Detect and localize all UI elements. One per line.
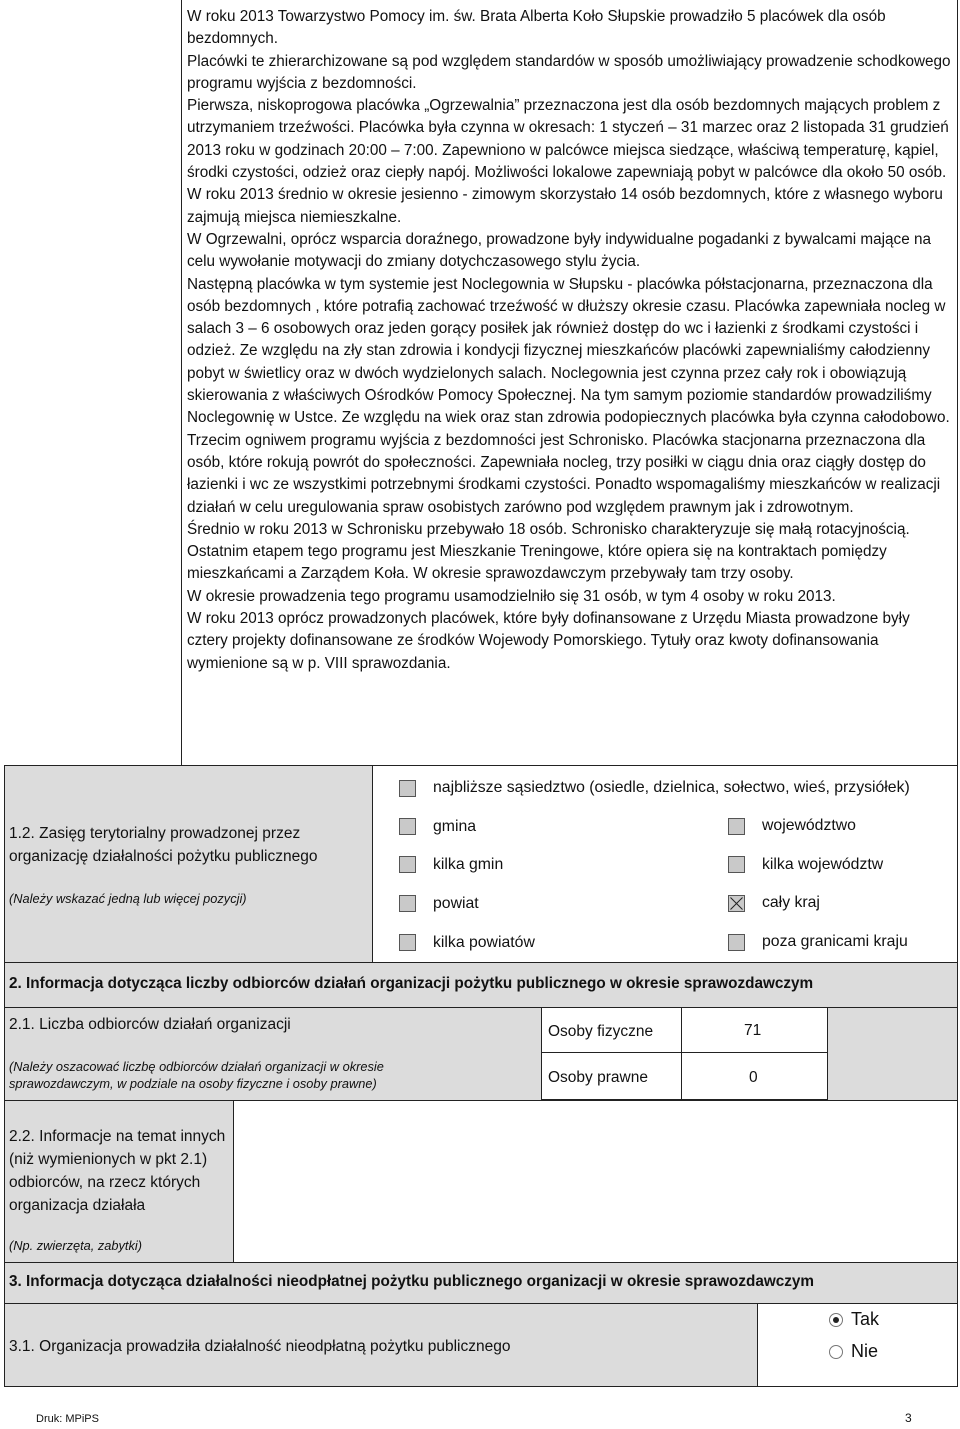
s12-options-cell [372,765,958,963]
option-label: cały kraj [762,894,820,911]
s22-label-cell [4,1100,234,1263]
s22-answer-cell [233,1100,958,1263]
checkbox-gmina[interactable] [399,818,416,835]
narrative-paragraph: Następną placówka w tym systemie jest Noclegownia w Słupsku - placówka półstacjonarna, przeznaczona dla osób bezdomnych , które potrafią zachować trzeźwość w dłuższy okresie czasu. Placówka zapewniała nocleg w salach 3 – 6 osobowych oraz jeden gorący posiłek jak również dostęp do wc i łazienki z środkami czystości i odzież. Ze względu na zły stan zdrowia i kondycji fizycznej mieszkańców placówki zapewnialiśmy całodzienny pobyt w świetlicy oraz w dwóch wydzielonych salach. Noclegownia jest czynna przez cały rok i obowiązują skierowania z właściwych Ośrodków Pomocy Społecznej. Na tym samym poziomie standardów prowadziliśmy Noclegownię w Ustce. Ze względu na wiek oraz stan zdrowia podopiecznych placówka była czynna całodobowo. [187,275,950,427]
narrative-paragraph: Placówki te zhierarchizowane są pod względem standardów w sposób umożliwiający prowadzenie schodkowego programu wyjścia z bezdomności. [187,52,951,92]
fiz-label: Osoby fizyczne [548,1023,654,1040]
praw-value-cell [681,1052,828,1100]
radio-tak[interactable] [829,1313,843,1327]
checkbox-caly-kraj[interactable] [728,895,745,912]
praw-label: Osoby prawne [548,1069,648,1086]
option-label: województwo [762,817,856,834]
narrative-paragraph: Pierwsza, niskoprogowa placówka „Ogrzewalnia” przeznaczona jest dla osób bezdomnych mających problem z utrzymaniem trzeźwości. Placówka była czynna w okresach: 1 styczeń – 31 marzec oraz 2 listopada 31 grudzień 2013 roku w godzinach 20:00 – 7:00. Zapewniono w palcówce miejsca siedzące, właściwą temperaturę, kąpiel, środki czystości, odzież oraz ciepły napój. Możliwości lokalowe zapewniają pobyt w palcówce dla około 50 osób. [187,97,949,182]
page-number: 3 [905,1411,912,1425]
s2-header-text: 2. Informacja dotycząca liczby odbiorców działań organizacji pożytku publicznego w okresie sprawozdawczym [9,975,814,992]
narrative-paragraph: W okresie prowadzenia tego programu usamodzielniło się 31 osób, w tym 4 osoby w roku 2013. [187,587,836,605]
fiz-value-cell [681,1007,828,1053]
s21-title: 2.1. Liczba odbiorców działań organizacji [9,1016,291,1033]
praw-label-cell [541,1052,682,1100]
s22-note: (Np. zwierzęta, zabytki) [9,1238,142,1253]
checkbox-kilka-gmin[interactable] [399,856,416,873]
narrative-paragraph: W roku 2013 średnio w okresie jesienno - zimowym skorzystało 14 osób bezdomnych, które z własnego wyboru zajmują miejsca niemieszkalne. [187,186,943,226]
narrative-paragraph: W roku 2013 Towarzystwo Pomocy im. św. Brata Alberta Koło Słupskie prowadziło 5 placówek dla osób bezdomnych. [187,8,886,48]
s31-answer-cell [757,1304,957,1386]
option-label: gmina [433,818,477,835]
footer-print: Druk: MPiPS [36,1413,99,1425]
checkbox-powiat[interactable] [399,895,416,912]
narrative-paragraph: W Ogrzewalni, oprócz wsparcia doraźnego, prowadzone były indywidualne pogadanki z bywalcami mające na celu wywołanie motywacji do zmiany dotychczasowego stylu życia. [187,230,931,271]
fiz-label-cell [541,1007,682,1053]
narrative-paragraph: Trzecim ogniwem programu wyjścia z bezdomności jest Schronisko. Placówka stacjonarna przeznaczona dla osób, które rokują powrót do społeczności. Zapewniała nocleg, trzy posiłki w ciągu dnia oraz ciągły dostęp do łazienki i wc ze wszystkimi potrzebnymi środkami czystości. Ponadto wspomagaliśmy mieszkańców w realizacji działań w celu uregulowania spraw osobistych zarówno pod względem prawnym jak i zdrowotnym. [187,431,941,516]
fiz-value: 71 [744,1022,762,1039]
checkbox-kilka-wojewodztw[interactable] [728,856,745,873]
s3-header-text: 3. Informacja dotycząca działalności nieodpłatnej pożytku publicznego organizacji w okresie sprawozdawczym [9,1273,814,1290]
checkbox-kilka-powiatow[interactable] [399,934,416,951]
s21-note: (Należy oszacować liczbę odbiorców działań organizacji w okresie sprawozdawczym, w podziale na osoby fizyczne i osoby prawne) [9,1059,384,1091]
option-label: najbliższe sąsiedztwo (osiedle, dzielnica, sołectwo, wieś, przysiółek) [433,779,910,796]
s3-header [4,1262,958,1304]
s2-header [4,962,958,1008]
option-label: kilka gmin [433,856,504,873]
s31-text: 3.1. Organizacja prowadziła działalność nieodpłatną pożytku publicznego [9,1338,511,1355]
radio-nie[interactable] [829,1345,843,1359]
s12-title: 1.2. Zasięg terytorialny prowadzonej przez organizację działalności pożytku publicznego [9,825,318,865]
narrative-box [181,0,958,766]
option-label: powiat [433,895,479,912]
praw-value: 0 [749,1069,758,1086]
radio-tak-label: Tak [851,1309,880,1329]
s12-note: (Należy wskazać jedną lub więcej pozycji) [9,891,247,906]
narrative-paragraph: Ostatnim etapem tego programu jest Mieszkanie Treningowe, które opiera się na kontraktach pomiędzy mieszkańcami a Zarządem Koła. W okresie sprawozdawczym przebywały tam trzy osoby. [187,543,887,583]
option-label: poza granicami kraju [762,933,908,950]
narrative-paragraph: W roku 2013 oprócz prowadzonych placówek, które były dofinansowane z Urzędu Miasta prowadzone były cztery projekty dofinansowane ze środków Wojewody Pomorskiego. Tytuły oraz kwoty dofinansowania wymienione są w p. VIII sprawozdania. [187,610,910,672]
radio-nie-label: Nie [851,1341,879,1361]
s12-label-cell [4,765,373,963]
s22-title: 2.2. Informacje na temat innych (niż wymienionych w pkt 2.1) odbiorców, na rzecz których organizacja działała [9,1128,226,1214]
narrative-paragraph: Średnio w roku 2013 w Schronisku przebywało 18 osób. Schronisko charakteryzuje się małą rotacyjnością. [187,520,910,538]
option-label: kilka województw [762,856,884,873]
checkbox-sasiedztwo[interactable] [399,780,416,797]
option-label: kilka powiatów [433,934,535,951]
checkbox-poza-granicami[interactable] [728,934,745,951]
checkbox-wojewodztwo[interactable] [728,818,745,835]
